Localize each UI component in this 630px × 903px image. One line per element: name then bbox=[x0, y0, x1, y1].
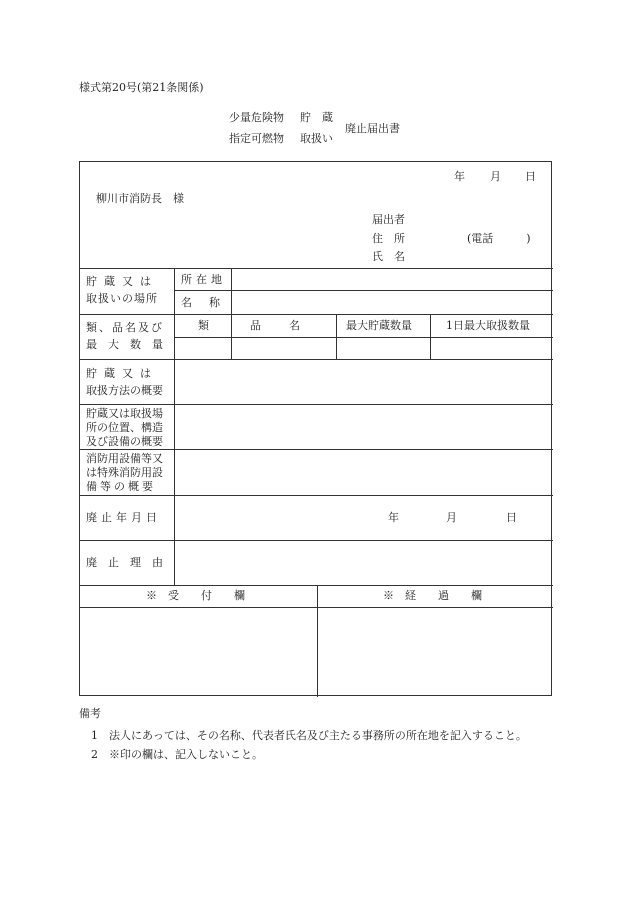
column-max-storage: 最大貯蔵数量 bbox=[346, 319, 412, 332]
max-daily-field[interactable] bbox=[431, 338, 552, 359]
note-2-text: ※印の欄は、記入しないこと。 bbox=[109, 748, 263, 761]
divider bbox=[80, 314, 553, 315]
method-label-1: 貯蔵又は bbox=[86, 367, 158, 380]
abolition-reason-field[interactable] bbox=[175, 541, 552, 585]
storage-place-label-1: 貯蔵又は bbox=[86, 275, 158, 288]
applicant-address-field[interactable] bbox=[420, 228, 465, 246]
title-line2-left: 指定可燃物 bbox=[229, 132, 284, 145]
item-name-field[interactable] bbox=[232, 338, 336, 359]
date-month: 月 bbox=[490, 170, 501, 183]
abolition-date-label: 廃止年月日 bbox=[86, 511, 161, 524]
location-label: 所在地 bbox=[181, 273, 226, 286]
form-number: 様式第20号(第21条関係) bbox=[79, 81, 204, 94]
progress-label: ※ 経 過 欄 bbox=[383, 589, 482, 602]
column-item-name: 品 名 bbox=[250, 319, 302, 332]
note-1-text: 法人にあっては、その名称、代表者氏名及び主たる事務所の所在地を記入すること。 bbox=[109, 729, 527, 742]
class-field[interactable] bbox=[175, 338, 231, 359]
facility-name-field[interactable] bbox=[232, 291, 552, 313]
fire-equipment-label-1: 消防用設備等又 bbox=[86, 452, 163, 465]
title-line2-right: 取扱い bbox=[300, 132, 333, 145]
column-class: 類 bbox=[198, 319, 209, 332]
facility-name-label: 名 称 bbox=[181, 296, 223, 309]
quantity-label-1: 類、品名及び bbox=[86, 321, 164, 334]
name-label: 氏 名 bbox=[372, 250, 405, 263]
date-year: 年 bbox=[454, 170, 465, 183]
fire-equipment-label-2: は特殊消防用設 bbox=[86, 466, 163, 479]
column-max-daily: 1日最大取扱数量 bbox=[446, 319, 530, 332]
title-main: 廃止届出書 bbox=[345, 122, 400, 135]
notes-heading: 備考 bbox=[79, 707, 101, 720]
applicant-label: 届出者 bbox=[372, 213, 405, 226]
note-2-number: 2 bbox=[91, 748, 98, 761]
note-1-number: 1 bbox=[91, 729, 98, 742]
method-label-2: 取扱方法の概要 bbox=[86, 384, 163, 397]
facility-label-1: 貯蔵又は取扱場 bbox=[86, 407, 163, 420]
fire-equipment-label-3: 備等の概要 bbox=[86, 480, 156, 493]
facility-field[interactable] bbox=[175, 405, 552, 449]
abolition-day: 日 bbox=[506, 511, 517, 524]
date-day: 日 bbox=[525, 170, 536, 183]
abolition-month: 月 bbox=[446, 511, 457, 524]
title-line1-left: 少量危険物 bbox=[229, 111, 284, 124]
abolition-date-field[interactable] bbox=[175, 496, 552, 540]
applicant-name-field[interactable] bbox=[420, 246, 540, 264]
max-storage-field[interactable] bbox=[337, 338, 430, 359]
quantity-label-2: 最大数量 bbox=[86, 338, 174, 351]
abolition-year: 年 bbox=[388, 511, 399, 524]
title-line1-right: 貯 蔵 bbox=[300, 111, 333, 124]
abolition-reason-label: 廃止理由 bbox=[86, 556, 174, 569]
addressee: 柳川市消防長 様 bbox=[96, 192, 184, 205]
storage-place-label-2: 取扱いの場所 bbox=[86, 292, 158, 305]
address-label: 住 所 bbox=[372, 232, 405, 245]
method-field[interactable] bbox=[175, 360, 552, 404]
reception-label: ※ 受 付 欄 bbox=[146, 589, 245, 602]
facility-label-3: 及び設備の概要 bbox=[86, 435, 163, 448]
facility-label-2: 所の位置、構造 bbox=[86, 421, 163, 434]
fire-equipment-field[interactable] bbox=[175, 450, 552, 495]
divider bbox=[317, 585, 318, 697]
phone-label: (電話 ) bbox=[467, 232, 531, 245]
notification-form bbox=[79, 161, 552, 696]
location-field[interactable] bbox=[232, 269, 552, 290]
